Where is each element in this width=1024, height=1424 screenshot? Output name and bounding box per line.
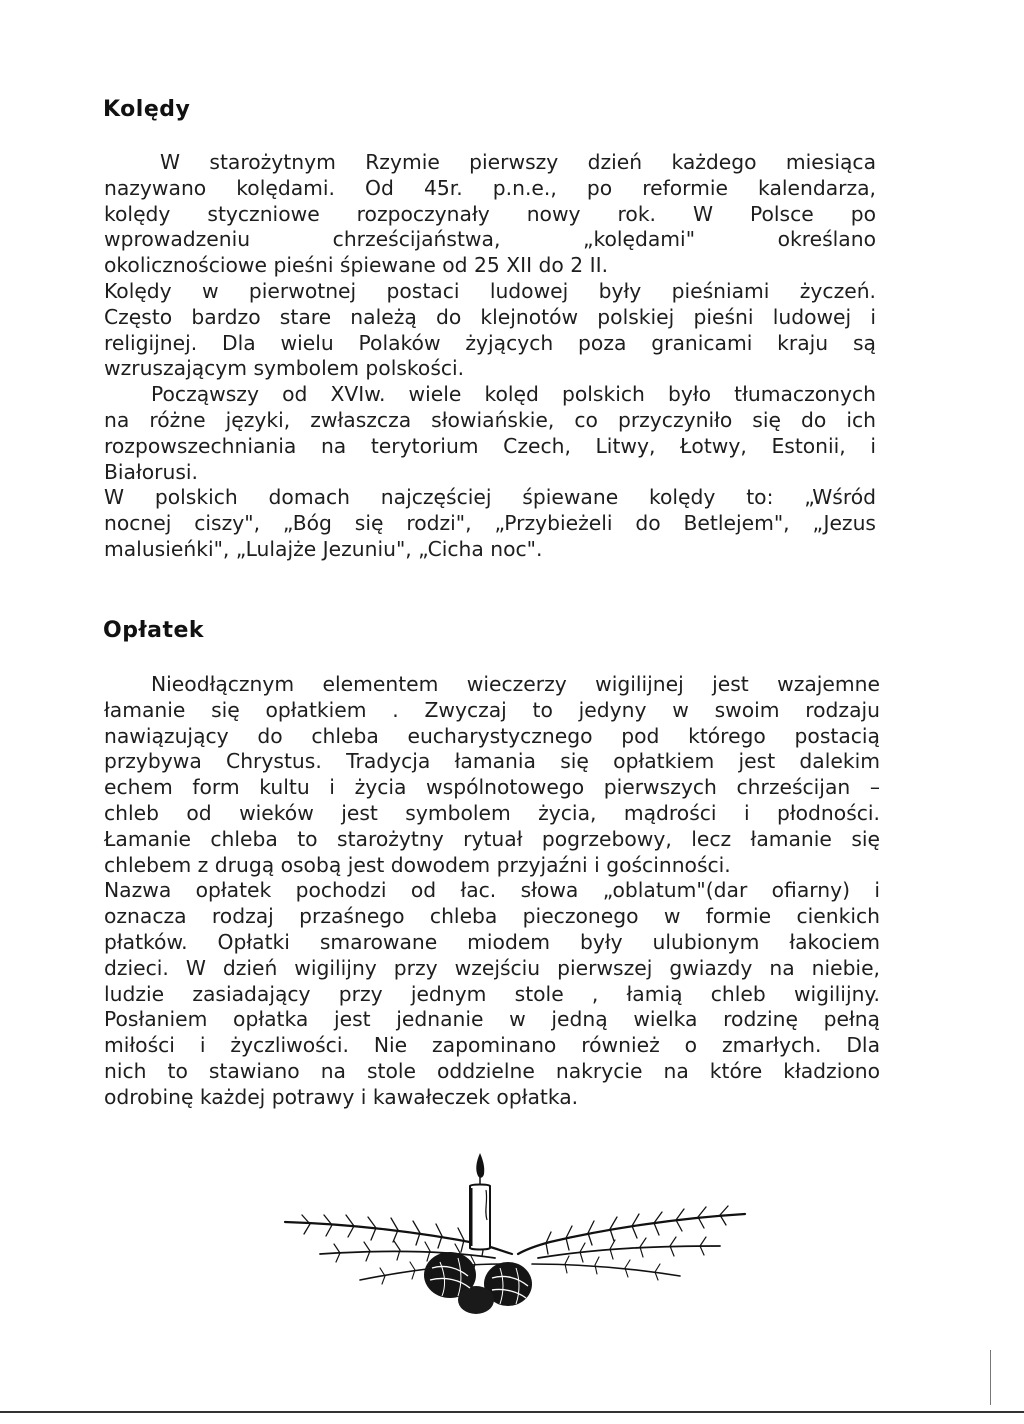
scan-edge-mark: [990, 1350, 991, 1405]
text-line: łamanie się opłatkiem . Zwyczaj to jedyny w swoim rodzaju: [104, 697, 880, 722]
page-bottom-border: [0, 1411, 1024, 1413]
candle-icon: [470, 1153, 490, 1250]
text-line: przybywa Chrystus. Tradycja łamania się opłatkiem jest dalekim: [104, 749, 880, 774]
text-line: dzieci. W dzień wigilijny przy wzejściu pierwszej gwiazdy na niebie,: [104, 955, 880, 980]
text-line: nazywano kolędami. Od 45r. p.n.e., po reformie kalendarza,: [104, 175, 876, 200]
oplatek-paragraph: [104, 672, 880, 1111]
text-line: malusieńki", „Lulajże Jezuniu", „Cicha noc".: [104, 536, 543, 561]
text-line: Kolędy w pierwotnej postaci ludowej były pieśniami życzeń.: [104, 278, 876, 303]
text-line: Począwszy od XVIw. wiele kolęd polskich było tłumaczonych: [151, 382, 876, 407]
heading-oplatek: Opłatek: [103, 618, 205, 643]
text-line: okolicznościowe pieśni śpiewane od 25 XII do 2 II.: [104, 253, 609, 278]
text-line: wprowadzeniu chrześcijaństwa, „kolędami" określano: [104, 227, 876, 252]
text-line: Białorusi.: [104, 459, 198, 484]
text-line: Nieodłącznym elementem wieczerzy wigilijnej jest wzajemne: [151, 672, 880, 696]
text-line: Łamanie chleba to starożytny rytuał pogrzebowy, lecz łamanie się: [104, 826, 880, 851]
text-line: religijnej. Dla wielu Polaków żyjących poza granicami kraju są: [104, 330, 876, 355]
text-line: wzruszającym symbolem polskości.: [104, 356, 465, 381]
text-line: na różne języki, zwłaszcza słowiańskie, co przyczyniło się do ich: [104, 407, 876, 432]
text-line: chlebem z drugą osobą jest dowodem przyjaźni i gościnności.: [104, 852, 731, 877]
text-line: nich to stawiano na stole oddzielne nakrycie na które kładziono: [104, 1058, 880, 1083]
text-line: echem form kultu i życia wspólnotowego pierwszych chrześcijan –: [104, 775, 880, 800]
text-line: W starożytnym Rzymie pierwszy dzień każdego miesiąca: [160, 150, 876, 174]
heading-koledy: Kolędy: [103, 97, 191, 122]
text-line: rozpowszechniania na terytorium Czech, Litwy, Łotwy, Estonii, i: [104, 433, 876, 458]
text-line: Nazwa opłatek pochodzi od łac. słowa „oblatum"(dar ofiarny) i: [104, 878, 880, 903]
text-line: Posłaniem opłatka jest jednanie w jedną wielka rodzinę pełną: [104, 1007, 880, 1032]
text-line: Często bardzo stare należą do klejnotów polskiej pieśni ludowej i: [104, 304, 876, 329]
text-line: oznacza rodzaj przaśnego chleba pieczonego w formie cienkich: [104, 904, 880, 929]
text-line: miłości i życzliwości. Nie zapominano również o zmarłych. Dla: [104, 1033, 880, 1058]
candle-and-pine-ornament: [280, 1150, 750, 1320]
text-line: ludzie zasiadający przy jednym stole , łamią chleb wigilijny.: [104, 981, 880, 1006]
text-line: odrobinę każdej potrawy i kawałeczek opłatka.: [104, 1084, 579, 1109]
text-line: kolędy styczniowe rozpoczynały nowy rok. W Polsce po: [104, 201, 876, 226]
text-line: nocnej ciszy", „Bóg się rodzi", „Przybieżeli do Betlejem", „Jezus: [104, 511, 876, 536]
text-line: nawiązujący do chleba eucharystycznego pod którego postacią: [104, 723, 880, 748]
koledy-paragraph: [104, 150, 876, 563]
text-line: chleb od wieków jest symbolem życia, mądrości i płodności.: [104, 800, 880, 825]
text-line: W polskich domach najczęściej śpiewane kolędy to: „Wśród: [104, 485, 876, 510]
pine-cones-icon: [424, 1252, 532, 1314]
text-line: płatków. Opłatki smarowane miodem były ulubionym łakociem: [104, 929, 880, 954]
